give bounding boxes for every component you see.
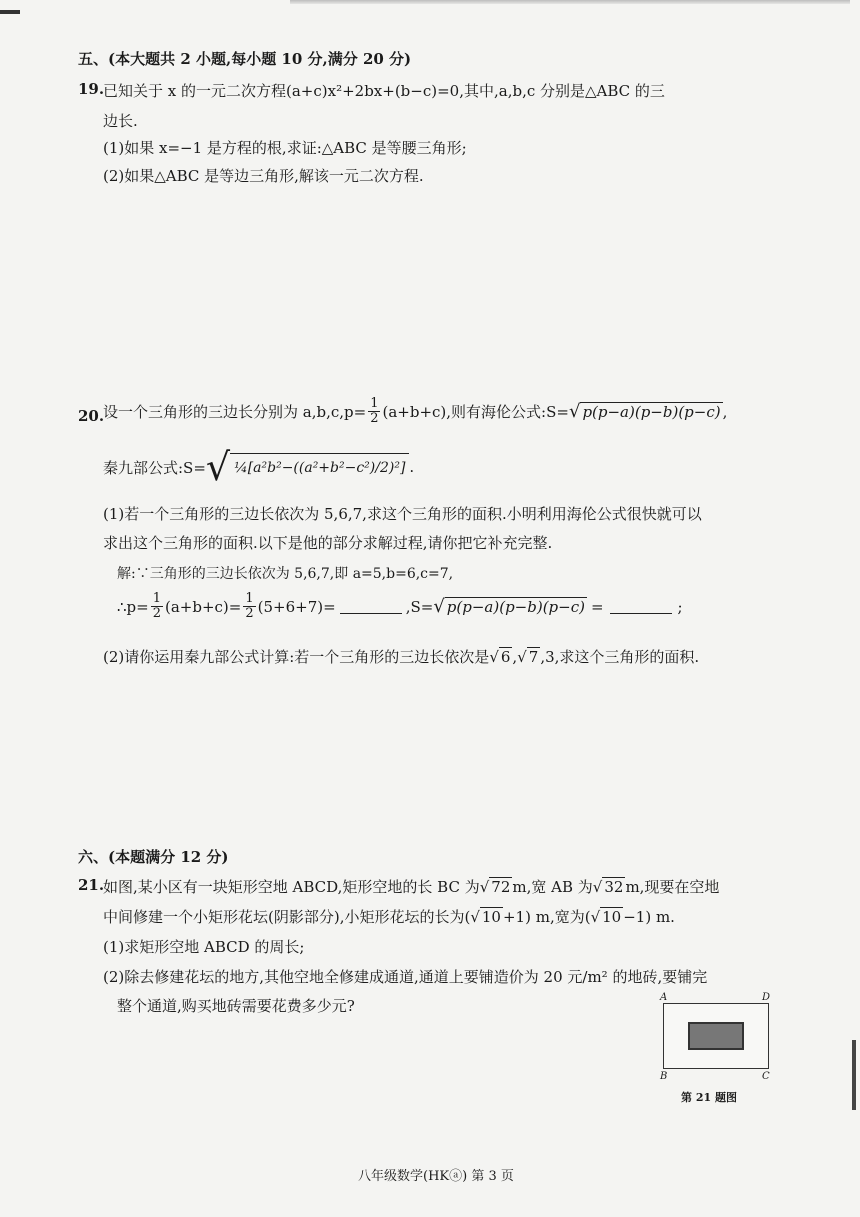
frac-den: 2 bbox=[152, 606, 161, 621]
q21-line1-a: 如图,某小区有一块矩形空地 ABCD,矩形空地的长 BC 为 bbox=[103, 878, 480, 896]
q20-part2 bbox=[103, 646, 699, 667]
solution-p3: (5+6+7)= bbox=[257, 597, 336, 616]
solution-s: ,S= bbox=[405, 597, 434, 616]
frac-den: 2 bbox=[245, 606, 254, 621]
figure-caption: 第 21 题图 bbox=[681, 1091, 737, 1104]
frac-num: 1 bbox=[152, 591, 161, 606]
sqrt-icon: √ bbox=[592, 877, 603, 896]
fraction-half-2 bbox=[151, 592, 163, 621]
sqrt-icon: √ bbox=[479, 877, 490, 896]
vertex-b-label: B bbox=[660, 1071, 668, 1082]
radicand-10a: 10 bbox=[481, 908, 501, 926]
solution-p2: (a+b+c)= bbox=[165, 597, 242, 616]
q21-part2-line1: (2)除去修建花坛的地方,其他空地全修建成通道,通道上要铺造价为 20 元/m² 的地砖,要铺完 bbox=[103, 968, 708, 986]
heron-radicand: p(p−a)(p−b)(p−c) bbox=[582, 403, 721, 421]
page-footer: 八年级数学(HKⓐ) 第 3 页 bbox=[358, 1169, 514, 1184]
solution-s-radicand: p(p−a)(p−b)(p−c) bbox=[446, 598, 585, 616]
qin-end: . bbox=[409, 458, 415, 476]
sqrt-icon: √ bbox=[470, 907, 480, 926]
answer-blank-s[interactable] bbox=[610, 599, 672, 614]
q20-intro-text: 设一个三角形的三边长分别为 a,b,c,p= bbox=[103, 403, 367, 421]
vertex-c-label: C bbox=[762, 1071, 770, 1082]
qin-radicand: ¼[a²b²−((a²+b²−c²)/2)²] bbox=[230, 453, 409, 482]
radicand-6: 6 bbox=[500, 648, 511, 666]
sqrt-icon: √ bbox=[590, 907, 601, 926]
frac-num: 1 bbox=[245, 591, 254, 606]
radicand-7: 7 bbox=[528, 648, 539, 666]
answer-blank-p[interactable] bbox=[340, 599, 402, 614]
radicand-10b: 10 bbox=[602, 908, 622, 926]
q20-intro-tail: (a+b+c),则有海伦公式:S= bbox=[382, 403, 569, 421]
q21-line1 bbox=[103, 876, 719, 897]
solution-eq: = bbox=[590, 597, 604, 616]
vertex-a-label: A bbox=[660, 992, 668, 1003]
scan-edge-top bbox=[290, 0, 850, 4]
q21-line2-c: −1) m. bbox=[623, 907, 675, 926]
fraction-half bbox=[368, 397, 380, 426]
vertex-d-label: D bbox=[762, 992, 771, 1003]
q20-part2-c: ,3,求这个三角形的面积. bbox=[540, 648, 700, 666]
frac-den: 2 bbox=[370, 411, 379, 426]
section-5-header: 五、(本大题共 2 小题,每小题 10 分,满分 20 分) bbox=[78, 50, 412, 68]
q21-line2-b: +1) m,宽为( bbox=[502, 908, 591, 926]
section-6-header: 六、(本题满分 12 分) bbox=[78, 848, 229, 866]
q20-intro-end: , bbox=[722, 402, 728, 421]
q19-stem-line1: 已知关于 x 的一元二次方程(a+c)x²+2bx+(b−c)=0,其中,a,b,c 分别是△ABC 的三 bbox=[103, 82, 665, 100]
q20-number: 20. bbox=[78, 407, 105, 425]
q21-line2 bbox=[103, 906, 675, 927]
big-sqrt-icon: √ bbox=[205, 445, 231, 489]
sqrt-icon: √ bbox=[489, 647, 499, 666]
q20-part1-line2: 求出这个三角形的面积.以下是他的部分求解过程,请你把它补充完整. bbox=[103, 534, 553, 552]
qin-label: 秦九部公式:S= bbox=[103, 458, 206, 477]
q21-number: 21. bbox=[78, 876, 105, 894]
q19-number: 19. bbox=[78, 80, 105, 98]
scan-edge-right bbox=[852, 1040, 856, 1110]
sqrt-icon: √ bbox=[433, 596, 445, 617]
fraction-half-3 bbox=[243, 592, 255, 621]
q20-qin-formula bbox=[103, 445, 415, 489]
q21-part2-line2: 整个通道,购买地砖需要花费多少元? bbox=[117, 997, 355, 1015]
sqrt-icon: √ bbox=[568, 401, 581, 422]
q20-part2-a: (2)请你运用秦九部公式计算:若一个三角形的三边长依次是 bbox=[103, 648, 490, 666]
solution-end: ; bbox=[677, 597, 683, 616]
q21-line1-c: m,现要在空地 bbox=[625, 878, 720, 896]
q20-solution-line2 bbox=[117, 592, 683, 621]
q21-line1-b: m,宽 AB 为 bbox=[512, 878, 593, 896]
radicand-72: 72 bbox=[491, 878, 511, 896]
q19-part1: (1)如果 x=−1 是方程的根,求证:△ABC 是等腰三角形; bbox=[103, 139, 467, 157]
sqrt-icon: √ bbox=[517, 647, 527, 666]
scan-mark bbox=[0, 10, 20, 14]
q21-part1: (1)求矩形空地 ABCD 的周长; bbox=[103, 938, 305, 956]
q20-intro bbox=[103, 397, 727, 426]
flower-bed bbox=[688, 1022, 744, 1050]
q20-part1-line1: (1)若一个三角形的三边长依次为 5,6,7,求这个三角形的面积.小明利用海伦公式很快就可以 bbox=[103, 505, 702, 523]
q20-part2-b: , bbox=[512, 647, 518, 666]
q21-line2-a: 中间修建一个小矩形花坛(阴影部分),小矩形花坛的长为( bbox=[103, 908, 471, 926]
frac-num: 1 bbox=[370, 396, 379, 411]
solution-p-label: ∴p= bbox=[117, 597, 149, 616]
q19-part2: (2)如果△ABC 是等边三角形,解该一元二次方程. bbox=[103, 167, 424, 185]
q20-solution-line1: 解:∵三角形的三边长依次为 5,6,7,即 a=5,b=6,c=7, bbox=[117, 566, 454, 582]
q19-stem-line2: 边长. bbox=[103, 112, 138, 130]
radicand-32: 32 bbox=[604, 878, 624, 896]
